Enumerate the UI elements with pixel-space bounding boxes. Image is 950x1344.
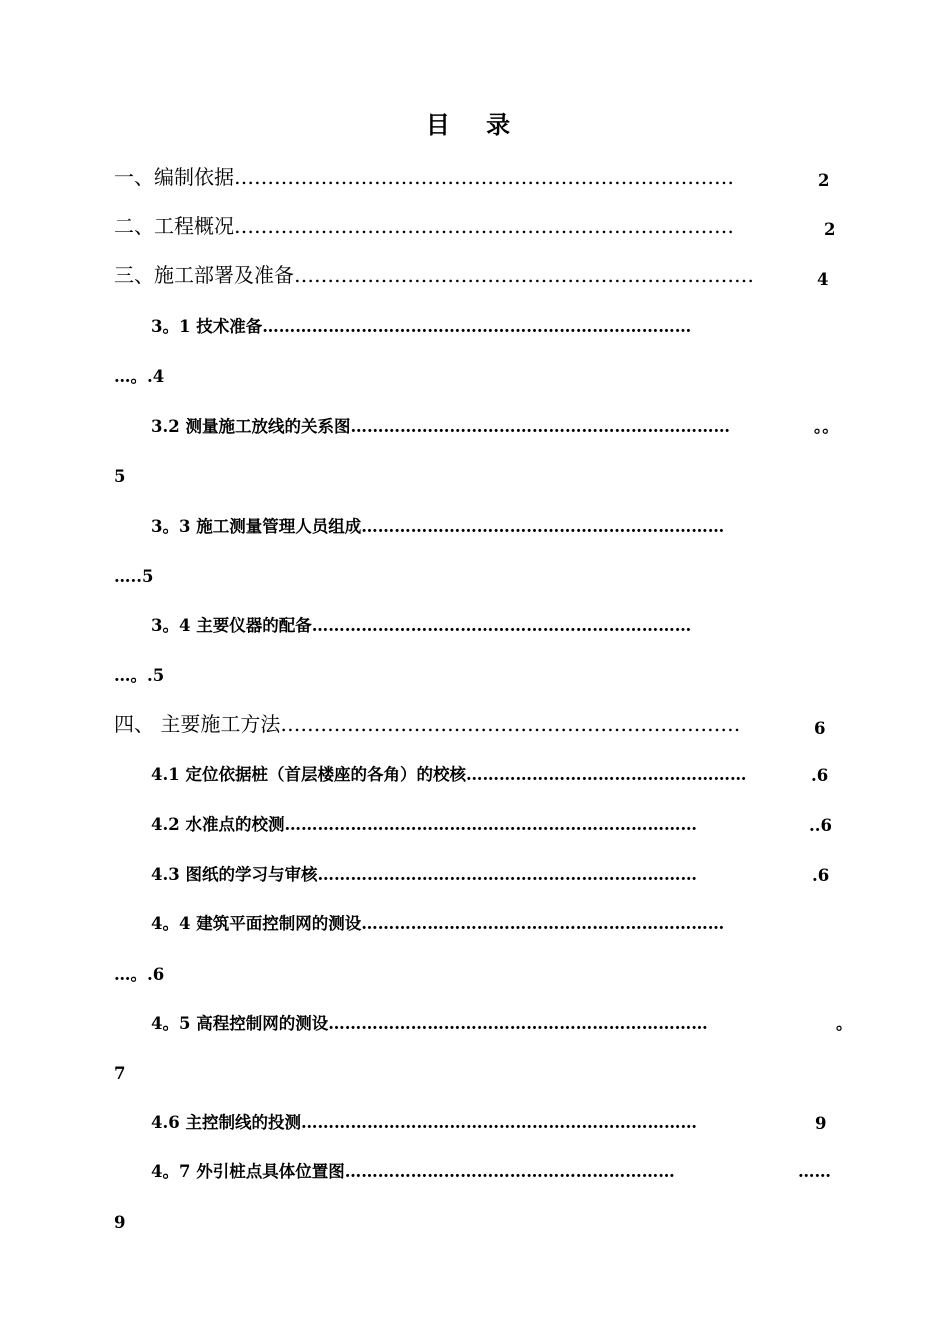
toc-leader-dots: …………………………………………………………	[361, 517, 725, 536]
toc-leader-tail: ……	[798, 1162, 831, 1181]
toc-page-number: .6	[812, 866, 830, 885]
toc-continuation: 9	[114, 1213, 126, 1232]
toc-leader-dots: …………………………………………………………	[361, 914, 725, 933]
toc-leader-dots: ……………………………………………………………	[280, 712, 741, 736]
toc-continuation: …。.6	[114, 965, 165, 984]
toc-continuation: …。.4	[114, 367, 165, 386]
toc-entry-title: 4.1 定位依据桩（首层楼座的各角）的校核	[151, 765, 466, 784]
toc-entry-title: 一、编制依据	[114, 165, 234, 189]
toc-leader-dots: …………………………………………………………………	[234, 165, 734, 189]
toc-entry[interactable]	[151, 1110, 811, 1136]
toc-entry-title: 四、 主要施工方法	[114, 712, 281, 736]
toc-page-number: 9	[815, 1114, 827, 1133]
toc-leader-dots: …………………………………………………………………	[284, 815, 697, 834]
toc-leader-dots: ……………………………………………………	[344, 1162, 675, 1181]
toc-leader-dots: ……………………………………………………………	[317, 865, 697, 884]
toc-entry[interactable]	[151, 613, 837, 639]
toc-entry[interactable]	[151, 911, 837, 937]
toc-page-number: 6	[814, 719, 826, 738]
toc-entry-title: 3。3 施工测量管理人员组成	[151, 517, 362, 536]
toc-page-number: 2	[824, 220, 836, 239]
toc-entry-title: 4.2 水准点的校测	[151, 815, 285, 834]
toc-leader-tail: 。	[836, 1014, 853, 1033]
toc-page-number: 4	[817, 270, 829, 289]
toc-leader-dots: ……………………………………………………………………	[262, 317, 692, 336]
toc-entry[interactable]	[114, 262, 814, 288]
toc-entry-title: 3。1 技术准备	[151, 317, 263, 336]
toc-entry[interactable]	[151, 1011, 836, 1037]
toc-entry[interactable]	[151, 862, 812, 888]
toc-leader-dots: ………………………………………………………………	[300, 1113, 697, 1132]
toc-leader-dots: ……………………………………………………………	[350, 417, 730, 436]
toc-leader-dots: …………………………………………………………………	[234, 214, 734, 238]
toc-entry-title: 4。5 高程控制网的测设	[151, 1014, 329, 1033]
toc-entry-title: 4.3 图纸的学习与审核	[151, 865, 318, 884]
toc-page-number: 2	[818, 171, 830, 190]
toc-leader-dots: ……………………………………………………………	[294, 263, 754, 287]
toc-entry[interactable]	[114, 711, 814, 737]
toc-continuation: 7	[114, 1064, 126, 1083]
toc-entry-title: 二、工程概况	[114, 214, 234, 238]
toc-continuation: 5	[114, 467, 126, 486]
toc-entry-title: 4。4 建筑平面控制网的测设	[151, 914, 362, 933]
toc-entry[interactable]	[151, 314, 837, 340]
toc-page-number: .6	[811, 766, 829, 785]
toc-entry-title: 3。4 主要仪器的配备	[151, 616, 312, 635]
toc-continuation: …..5	[114, 567, 154, 586]
toc-leader-dots: ……………………………………………………………	[311, 616, 692, 635]
toc-entry-title: 4。7 外引桩点具体位置图	[151, 1162, 345, 1181]
toc-entry[interactable]	[151, 414, 813, 440]
toc-entry[interactable]	[114, 213, 824, 239]
toc-continuation: …。.5	[114, 666, 165, 685]
toc-entry-title: 3.2 测量施工放线的关系图	[151, 417, 351, 436]
toc-entry[interactable]	[151, 762, 811, 788]
page-title: 目 录	[425, 110, 525, 139]
toc-entry[interactable]	[151, 812, 809, 838]
toc-entry[interactable]	[151, 514, 837, 540]
toc-entry-title: 4.6 主控制线的投测	[151, 1113, 301, 1132]
toc-entry[interactable]	[151, 1159, 793, 1185]
toc-entry[interactable]	[114, 164, 834, 190]
toc-entry-title: 三、施工部署及准备	[114, 263, 294, 287]
toc-page-number: ..6	[809, 816, 832, 835]
toc-leader-dots: ……………………………………………………………	[328, 1014, 708, 1033]
toc-leader-dots: ……………………………………………	[465, 765, 747, 784]
toc-leader-tail: 。。	[814, 417, 839, 436]
